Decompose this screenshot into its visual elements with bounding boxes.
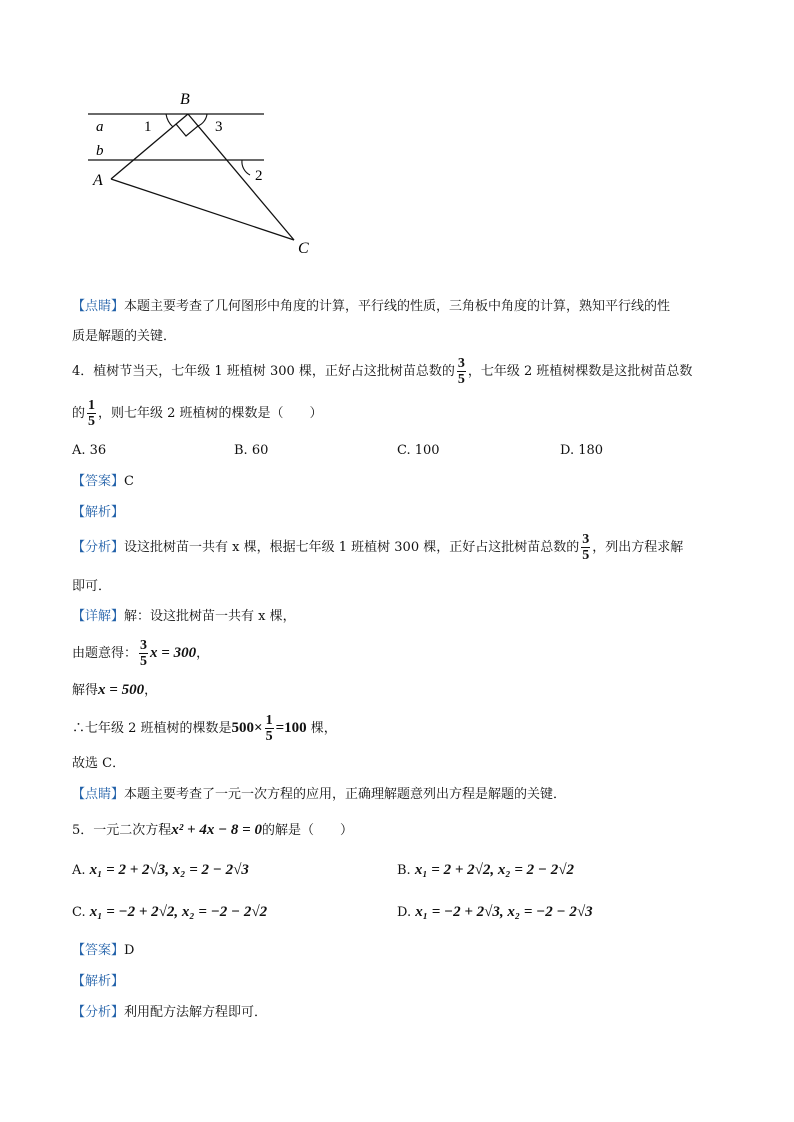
q4-answer: 【答案】C	[72, 474, 134, 489]
label-C: C	[298, 240, 309, 257]
q5-stem: 5．一元二次方程x² + 4x − 8 = 0的解是（ ）	[72, 822, 353, 838]
q4-step4: 故选 C．	[72, 756, 126, 771]
q5-option-b: B. x₁ = 2 + 2√2, x₂ = 2 − 2√2	[397, 862, 574, 878]
right-angle-mark	[176, 124, 198, 136]
q4-step2: 解得x = 500，	[72, 682, 158, 698]
q4-option-d: D. 180	[560, 443, 604, 458]
q4-stem-line1: 4．植树节当天，七年级 1 班植树 300 棵，正好占这批树苗总数的 $\frac{3}{5}$ ，七年级 2 班植树棵数是这批树苗总数	[72, 356, 693, 387]
fraction-1-5: $\frac{1}{5}$	[88, 398, 96, 429]
q4-fenxi-line1: 【分析】设这批树苗一共有 x 棵，根据七年级 1 班植树 300 棵，正好占这批树苗总数的 $\frac{3}{5}$ ，列出方程求解	[72, 532, 684, 563]
q4-option-a: A. 36	[72, 443, 107, 458]
q4-fenxi-line2: 即可．	[72, 579, 112, 594]
q3-dianjing-line2: 质是解题的关键．	[72, 329, 177, 344]
fraction-1-5-eq: $\frac{1}{5}$	[265, 713, 273, 744]
fraction-3-5-eq: $\frac{3}{5}$	[140, 638, 148, 669]
q5-fenxi: 【分析】利用配方法解方程即可．	[72, 1005, 268, 1020]
geometry-figure	[80, 85, 330, 260]
segment-BC	[188, 114, 294, 240]
label-a: a	[96, 119, 104, 135]
angle3-arc	[198, 114, 207, 126]
label-angle1: 1	[144, 119, 152, 135]
q5-option-a: A. x₁ = 2 + 2√3, x₂ = 2 − 2√3	[72, 862, 249, 878]
angle1-arc	[166, 114, 173, 127]
q4-dianjing: 【点睛】本题主要考查了一元一次方程的应用，正确理解题意列出方程是解题的关键．	[72, 787, 567, 802]
q5-option-d: D. x₁ = −2 + 2√3, x₂ = −2 − 2√3	[397, 904, 593, 920]
q5-option-c: C. x₁ = −2 + 2√2, x₂ = −2 − 2√2	[72, 904, 268, 920]
label-B: B	[180, 91, 190, 108]
q5-answer: 【答案】D	[72, 943, 135, 958]
q3-dianjing-line1: 【点睛】本题主要考查了几何图形中角度的计算，平行线的性质，三角板中角度的计算，熟知平行线的性	[72, 299, 671, 314]
q4-step3: ∴七年级 2 班植树的棵数是500× $\frac{1}{5}$ =100 棵，	[72, 713, 337, 744]
fraction-3-5: $\frac{3}{5}$	[457, 356, 465, 387]
q4-option-c: C. 100	[397, 443, 440, 458]
q5-jiexi-tag: 【解析】	[72, 974, 125, 989]
segment-AC	[111, 179, 294, 240]
label-A: A	[93, 172, 103, 189]
q4-jiexi-tag: 【解析】	[72, 505, 125, 520]
q4-xiangjie: 【详解】解：设这批树苗一共有 x 棵，	[72, 609, 296, 624]
fraction-3-5-fenxi: $\frac{3}{5}$	[582, 532, 590, 563]
angle2-arc	[242, 160, 250, 175]
label-b: b	[96, 143, 104, 159]
label-angle3: 3	[215, 119, 223, 135]
q4-step1: 由题意得： $\frac{3}{5}$ x = 300，	[72, 638, 210, 669]
q4-stem-line2: 的 $\frac{1}{5}$ ，则七年级 2 班植树的棵数是（ ）	[72, 398, 323, 429]
q3-dianjing-tag: 【点睛】	[72, 299, 125, 314]
label-angle2: 2	[255, 168, 263, 184]
q4-option-b: B. 60	[234, 443, 269, 458]
